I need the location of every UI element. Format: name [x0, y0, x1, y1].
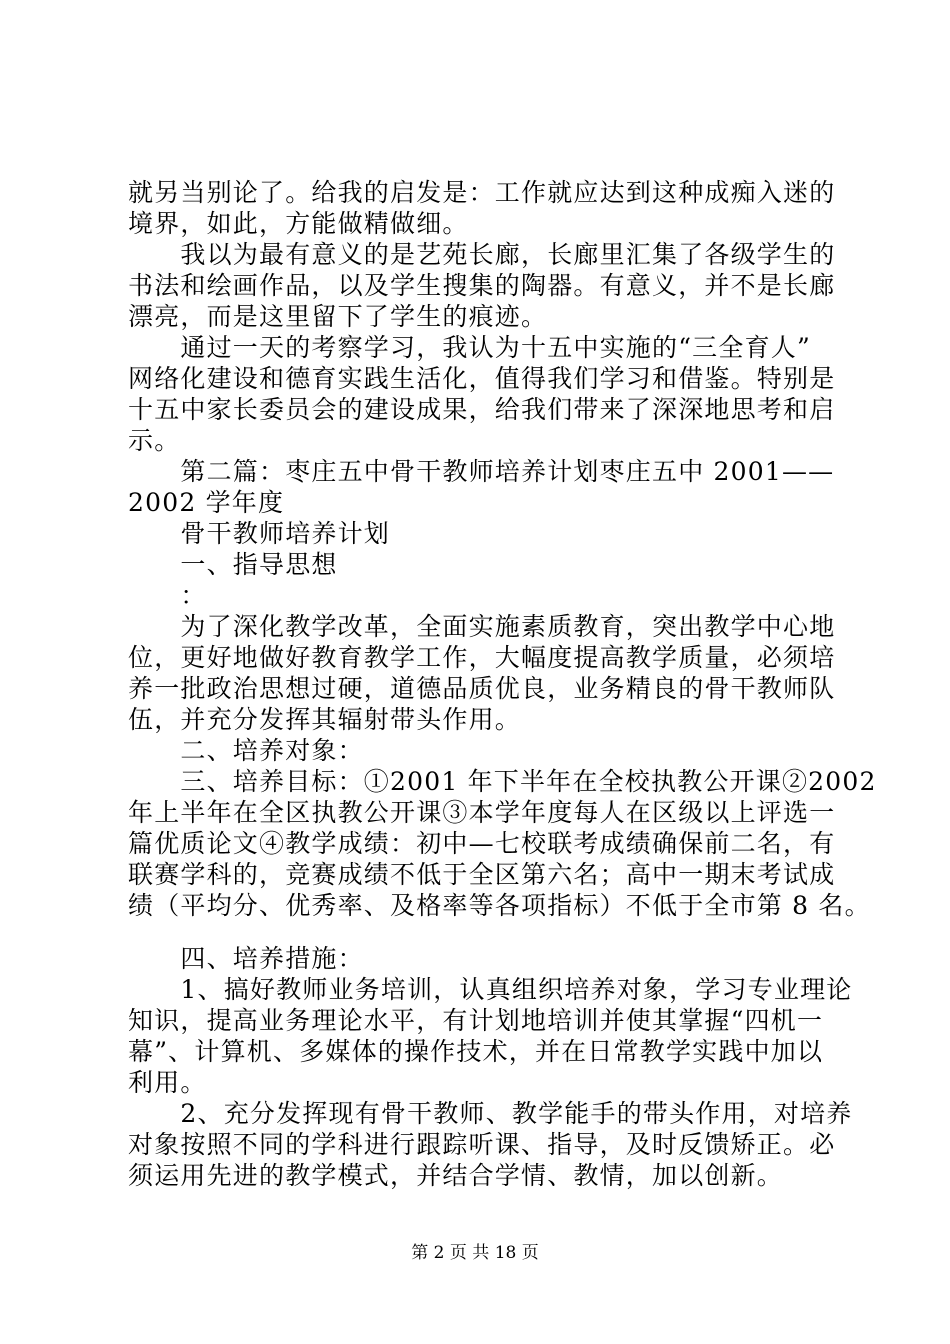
text-line: 境界，如此，方能做精做细。 — [128, 209, 469, 238]
text-line: ： — [128, 581, 207, 610]
text-line: 养一批政治思想过硬，道德品质优良，业务精良的骨干教师队 — [128, 674, 836, 703]
text-line: 幕”、计算机、多媒体的操作技术，并在日常教学实践中加以 — [128, 1037, 824, 1066]
text-line: 网络化建设和德育实践生活化，值得我们学习和借鉴。特别是 — [128, 364, 836, 393]
page-footer: 第 2 页 共 18 页 — [411, 1243, 539, 1263]
text-line: 1、搞好教师业务培训，认真组织培养对象，学习专业理论 — [128, 975, 853, 1004]
text-line: 三、培养目标：①2001 年下半年在全校执教公开课②2002 — [128, 767, 877, 796]
text-line: 联赛学科的，竞赛成绩不低于全区第六名；高中一期末考试成 — [128, 860, 836, 889]
section-heading: 第二篇：枣庄五中骨干教师培养计划枣庄五中 2001—— — [128, 457, 835, 486]
text-line: 年上半年在全区执教公开课③本学年度每人在区级以上评选一 — [128, 798, 836, 827]
text-line: 绩（平均分、优秀率、及格率等各项指标）不低于全市第 8 名。 — [128, 891, 871, 920]
text-line: 篇优质论文④教学成绩：初中—七校联考成绩确保前二名，有 — [128, 829, 836, 858]
text-line: 书法和绘画作品，以及学生搜集的陶器。有意义，并不是长廊 — [128, 271, 836, 300]
text-line: 为了深化教学改革，全面实施素质教育，突出教学中心地 — [128, 612, 836, 641]
text-line: 须运用先进的教学模式，并结合学情、教情，加以创新。 — [128, 1161, 784, 1190]
text-line: 漂亮，而是这里留下了学生的痕迹。 — [128, 302, 548, 331]
text-line: 我以为最有意义的是艺苑长廊，长廊里汇集了各级学生的 — [128, 240, 836, 269]
text-line: 就另当别论了。给我的启发是：工作就应达到这种成痴入迷的 — [128, 178, 836, 207]
text-line: 示。 — [128, 426, 181, 455]
text-line: 十五中家长委员会的建设成果，给我们带来了深深地思考和启 — [128, 395, 836, 424]
text-line: 四、培养措施： — [128, 944, 364, 973]
text-line: 骨干教师培养计划 — [128, 519, 391, 548]
text-line: 通过一天的考察学习，我认为十五中实施的“三全育人” — [128, 333, 811, 362]
text-line: 二、培养对象： — [128, 736, 364, 765]
text-line: 伍，并充分发挥其辐射带头作用。 — [128, 705, 522, 734]
text-line: 知识，提高业务理论水平，有计划地培训并使其掌握“四机一 — [128, 1006, 824, 1035]
text-line: 对象按照不同的学科进行跟踪听课、指导，及时反馈矫正。必 — [128, 1130, 836, 1159]
text-line: 2、充分发挥现有骨干教师、教学能手的带头作用，对培养 — [128, 1099, 853, 1128]
text-line: 2002 学年度 — [128, 488, 285, 517]
text-line: 位，更好地做好教育教学工作，大幅度提高教学质量，必须培 — [128, 643, 836, 672]
text-line: 一、指导思想 — [128, 550, 338, 579]
text-line: 利用。 — [128, 1068, 207, 1097]
